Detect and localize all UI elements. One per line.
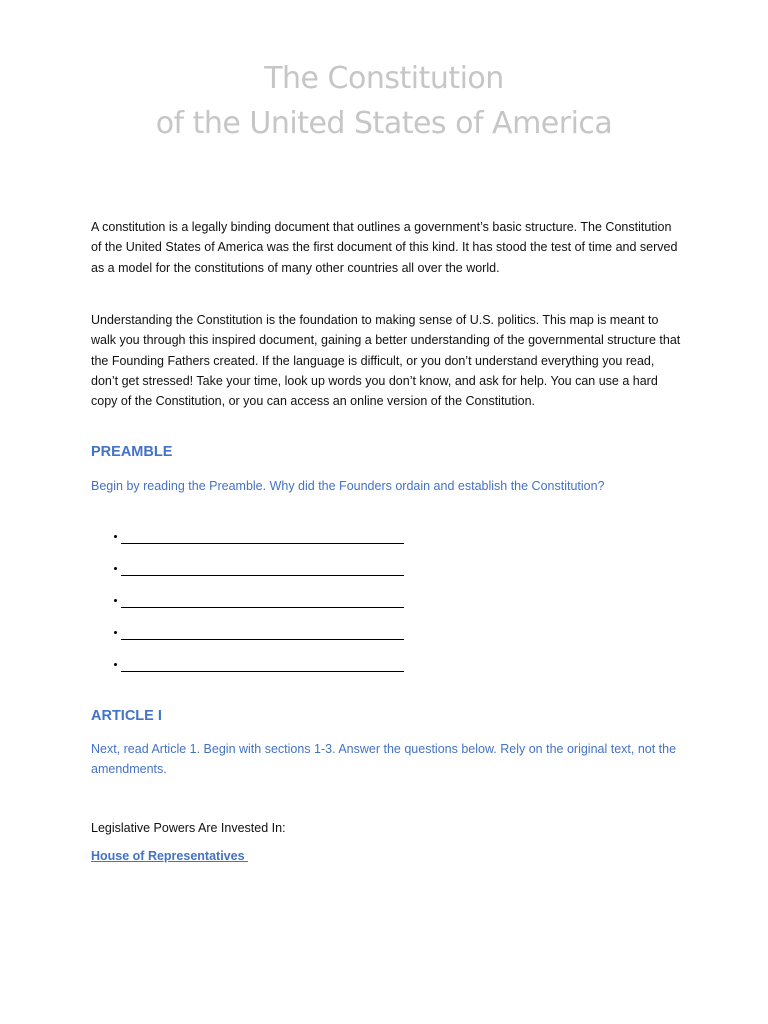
bullet-icon: [114, 567, 117, 570]
preamble-prompt: Begin by reading the Preamble. Why did the Founders ordain and establish the Constitution?: [91, 479, 605, 493]
answer-blank[interactable]: [114, 608, 404, 640]
answer-blank[interactable]: [114, 544, 404, 576]
document-title: [0, 56, 768, 146]
house-of-representatives-link[interactable]: House of Representatives: [91, 849, 248, 863]
bullet-icon: [114, 535, 117, 538]
bullet-icon: [114, 599, 117, 602]
answer-line[interactable]: [121, 625, 404, 640]
title-line-2: of the United States of America: [155, 106, 613, 141]
answer-line[interactable]: [121, 561, 404, 576]
bullet-icon: [114, 631, 117, 634]
bullet-icon: [114, 663, 117, 666]
answer-blank[interactable]: [114, 512, 404, 544]
legislative-label: Legislative Powers Are Invested In:: [91, 821, 286, 835]
title-line-1: The Constitution: [264, 61, 504, 96]
understanding-paragraph: Understanding the Constitution is the foundation to making sense of U.S. politics. This map is meant to walk you through this inspired document, gaining a better understanding of the governmental structure that the Founding Fathers created. If the language is difficult, or you don’t understand everything you read, don’t get stressed! Take your time, look up words you don’t know, and ask for help. You can use a hard copy of the Constitution, or you can access an online version of the Constitution.: [91, 313, 681, 409]
preamble-answer-list: [114, 512, 404, 672]
article1-heading: ARTICLE I: [91, 708, 162, 724]
answer-line[interactable]: [121, 593, 404, 608]
answer-line[interactable]: [121, 657, 404, 672]
article1-prompt: Next, read Article 1. Begin with sections 1-3. Answer the questions below. Rely on the original text, not the amendments.: [91, 742, 677, 777]
answer-blank[interactable]: [114, 640, 404, 672]
preamble-heading: PREAMBLE: [91, 444, 173, 460]
intro-paragraph: A constitution is a legally binding document that outlines a government’s basic structure. The Constitution of the United States of America was the first document of this kind. It has stood the test of time and served as a model for the constitutions of many other countries all over the world.: [91, 220, 678, 275]
answer-line[interactable]: [121, 529, 404, 544]
answer-blank[interactable]: [114, 576, 404, 608]
